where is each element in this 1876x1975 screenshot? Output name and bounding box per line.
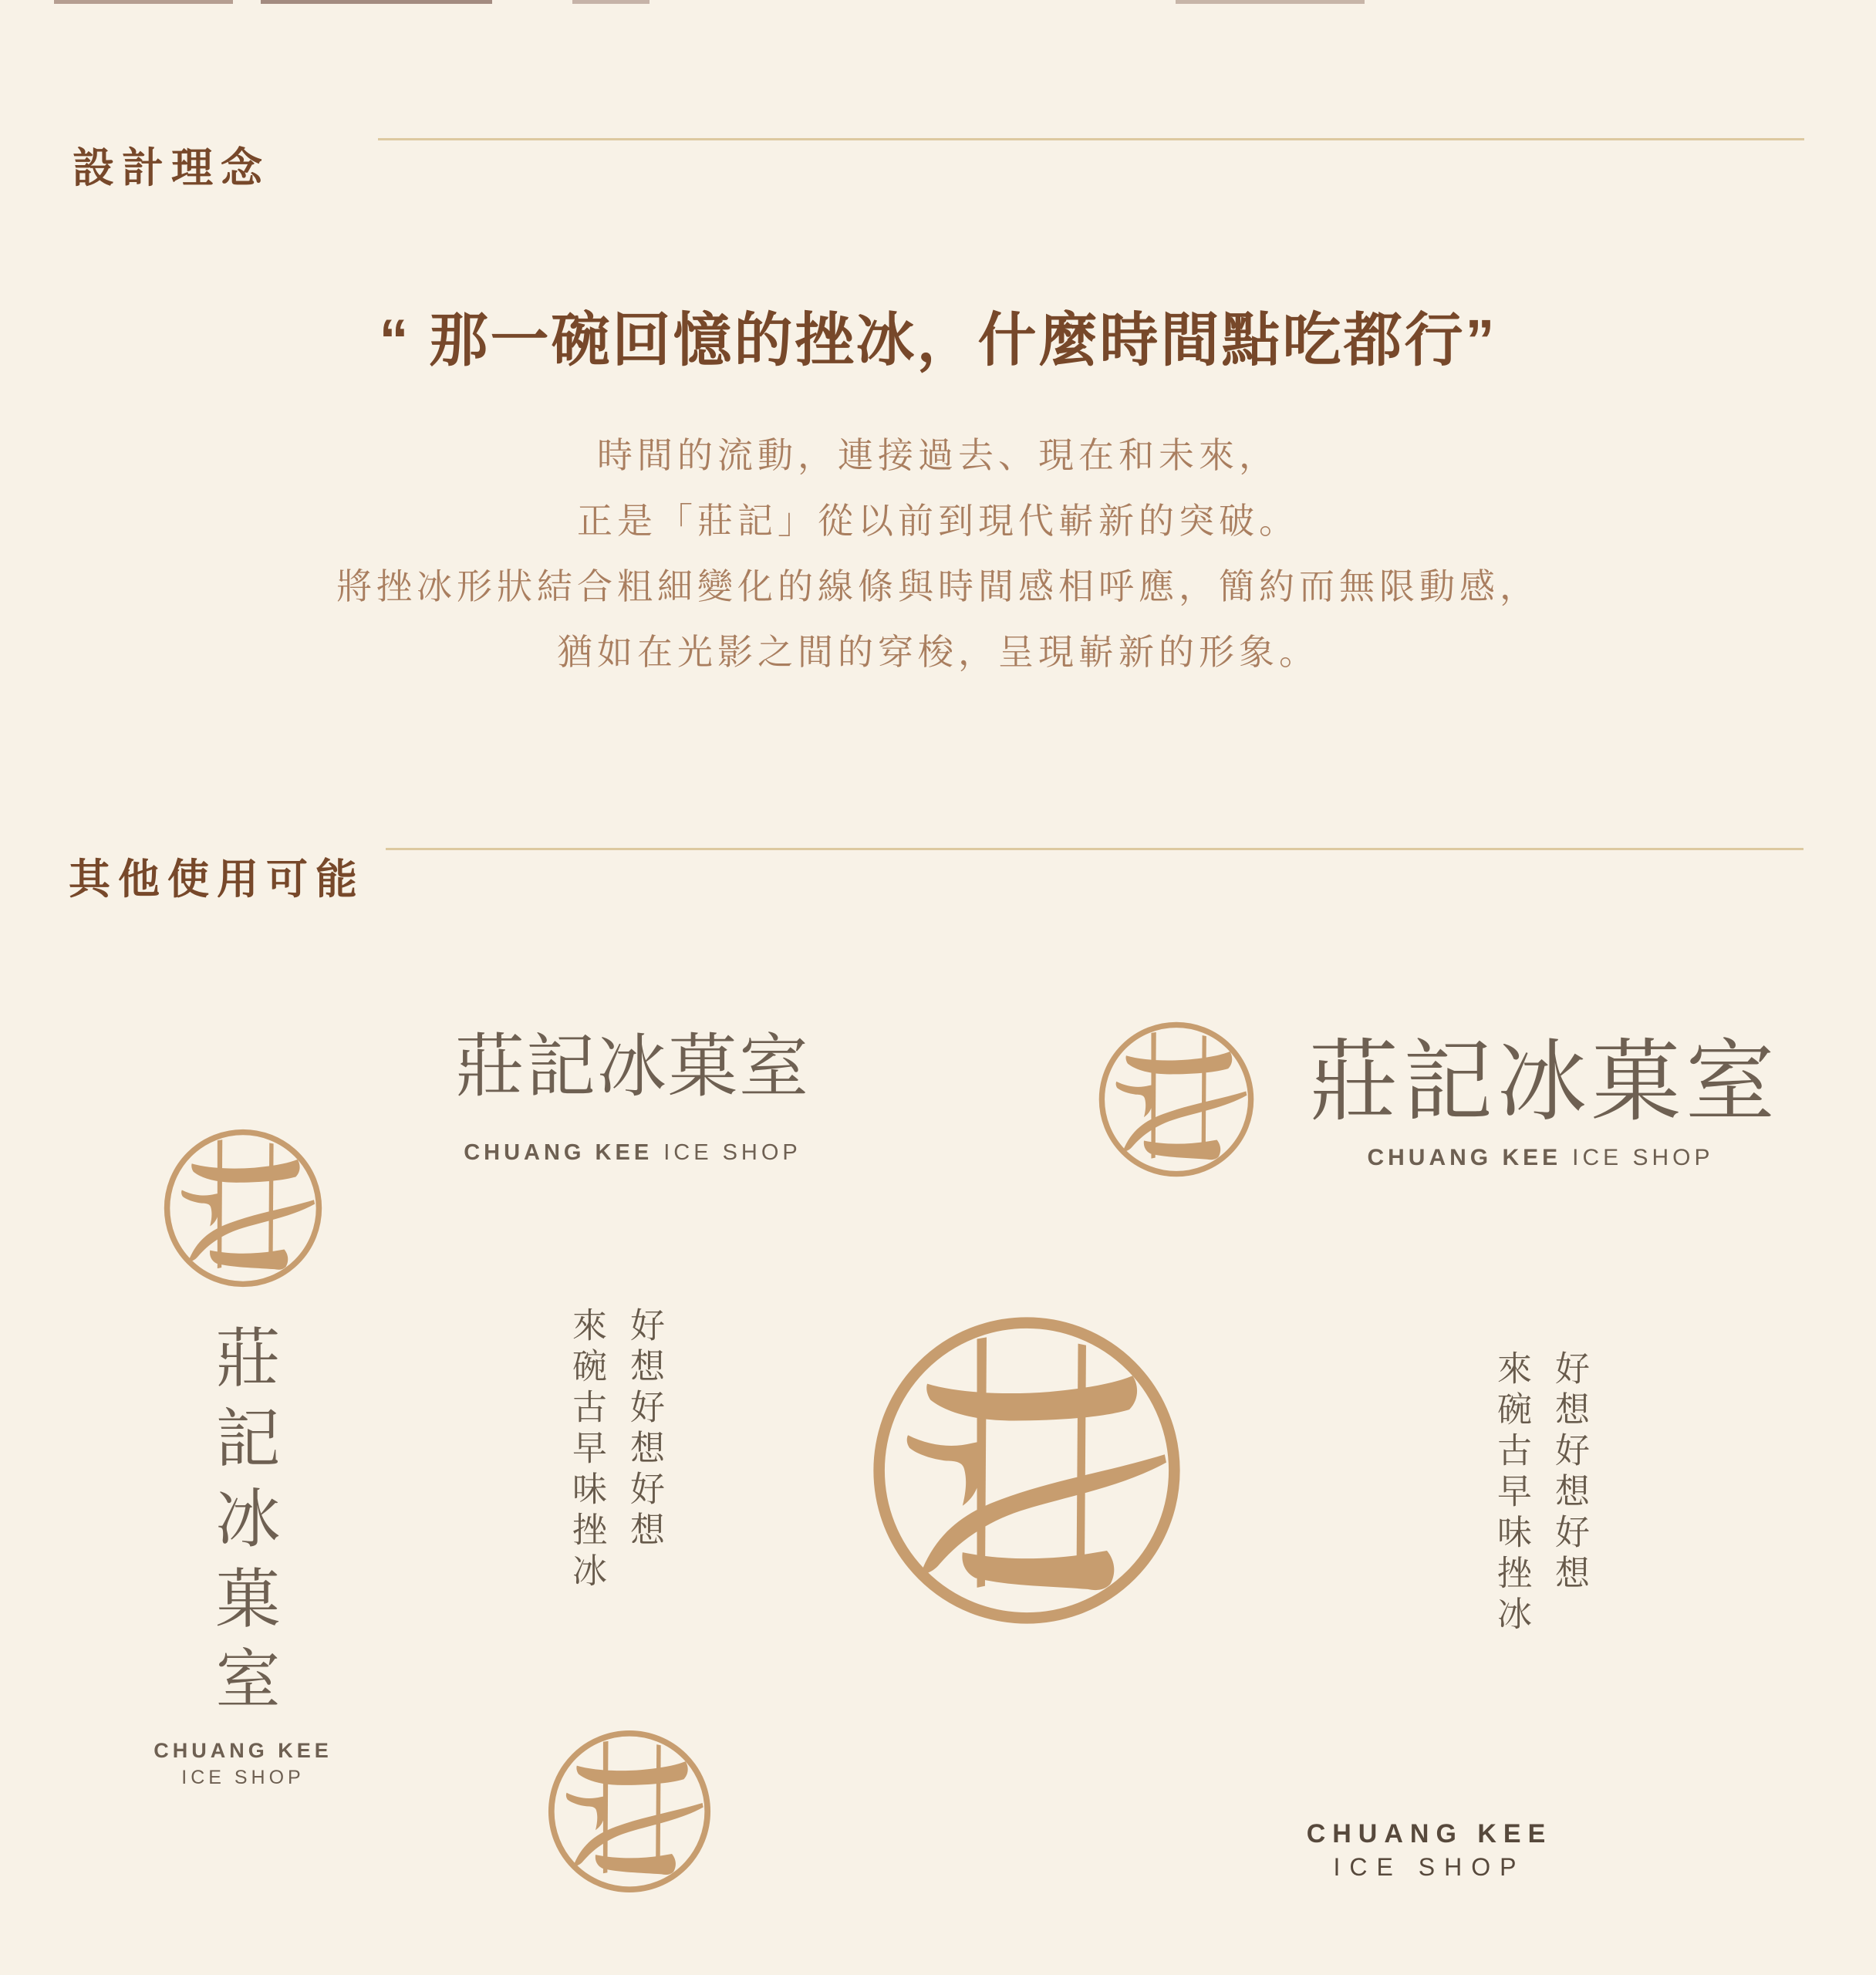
- body-line: 猶如在光影之間的穿梭，呈現嶄新的形象。: [557, 632, 1319, 672]
- tagline-column-right: 好想好想好想: [1550, 1350, 1589, 1595]
- design-concept-body: [0, 423, 1876, 685]
- usage-divider: [386, 848, 1803, 850]
- wordmark-horizontal-zh: 莊記冰菓室: [455, 1028, 810, 1106]
- brand-name-en: CHUANG KEE: [464, 1140, 653, 1165]
- tagline-column-left: 來碗古早味挫冰: [567, 1307, 606, 1593]
- body-line: 將挫冰形狀結合粗細變化的線條與時間感相呼應，簡約而無限動感，: [336, 566, 1540, 606]
- logo-mark-icon: [160, 1126, 326, 1291]
- body-line: 正是「莊記」從以前到現代嶄新的突破。: [577, 501, 1299, 541]
- design-concept-heading: 設計理念: [73, 144, 270, 191]
- brand-descriptor-en: ICE SHOP: [1572, 1145, 1714, 1170]
- brand-name-en: CHUANG KEE: [1367, 1145, 1562, 1170]
- body-line: 時間的流動，連接過去、現在和未來，: [597, 435, 1279, 475]
- tagline-vertical-middle: [558, 1307, 673, 1612]
- vertical-lockup-latin-line1: CHUANG KEE: [154, 1739, 332, 1762]
- design-concept-divider: [378, 138, 1804, 140]
- top-crop-artifact: [261, 0, 492, 4]
- tagline-column-left: 來碗古早味挫冰: [1492, 1350, 1531, 1636]
- top-crop-artifact: [1176, 0, 1365, 4]
- top-crop-artifact: [572, 0, 650, 4]
- logo-mark-icon-large: [866, 1310, 1187, 1631]
- design-concept-quote: “ 那一碗回憶的挫冰，什麼時間點吃都行”: [379, 308, 1497, 373]
- top-crop-artifact: [54, 0, 233, 4]
- wordmark-with-mark-latin: [1309, 1146, 1772, 1170]
- tagline-vertical-right: [1483, 1350, 1598, 1655]
- bottom-right-latin-line2: ICE SHOP: [1333, 1853, 1526, 1881]
- logo-mark-icon: [1095, 1018, 1257, 1180]
- wordmark-vertical-zh: 莊記冰菓室: [207, 1324, 279, 1725]
- logo-mark-icon: [545, 1727, 714, 1896]
- usage-heading: 其他使用可能: [69, 856, 365, 903]
- tagline-column-right: 好想好想好想: [625, 1307, 664, 1552]
- bottom-right-latin-line1: CHUANG KEE: [1306, 1819, 1553, 1848]
- wordmark-with-mark-zh: 莊記冰菓室: [1309, 1031, 1780, 1132]
- vertical-lockup-latin-line2: ICE SHOP: [181, 1767, 305, 1788]
- brand-descriptor-en: ICE SHOP: [663, 1140, 801, 1165]
- wordmark-horizontal-latin: [417, 1142, 849, 1164]
